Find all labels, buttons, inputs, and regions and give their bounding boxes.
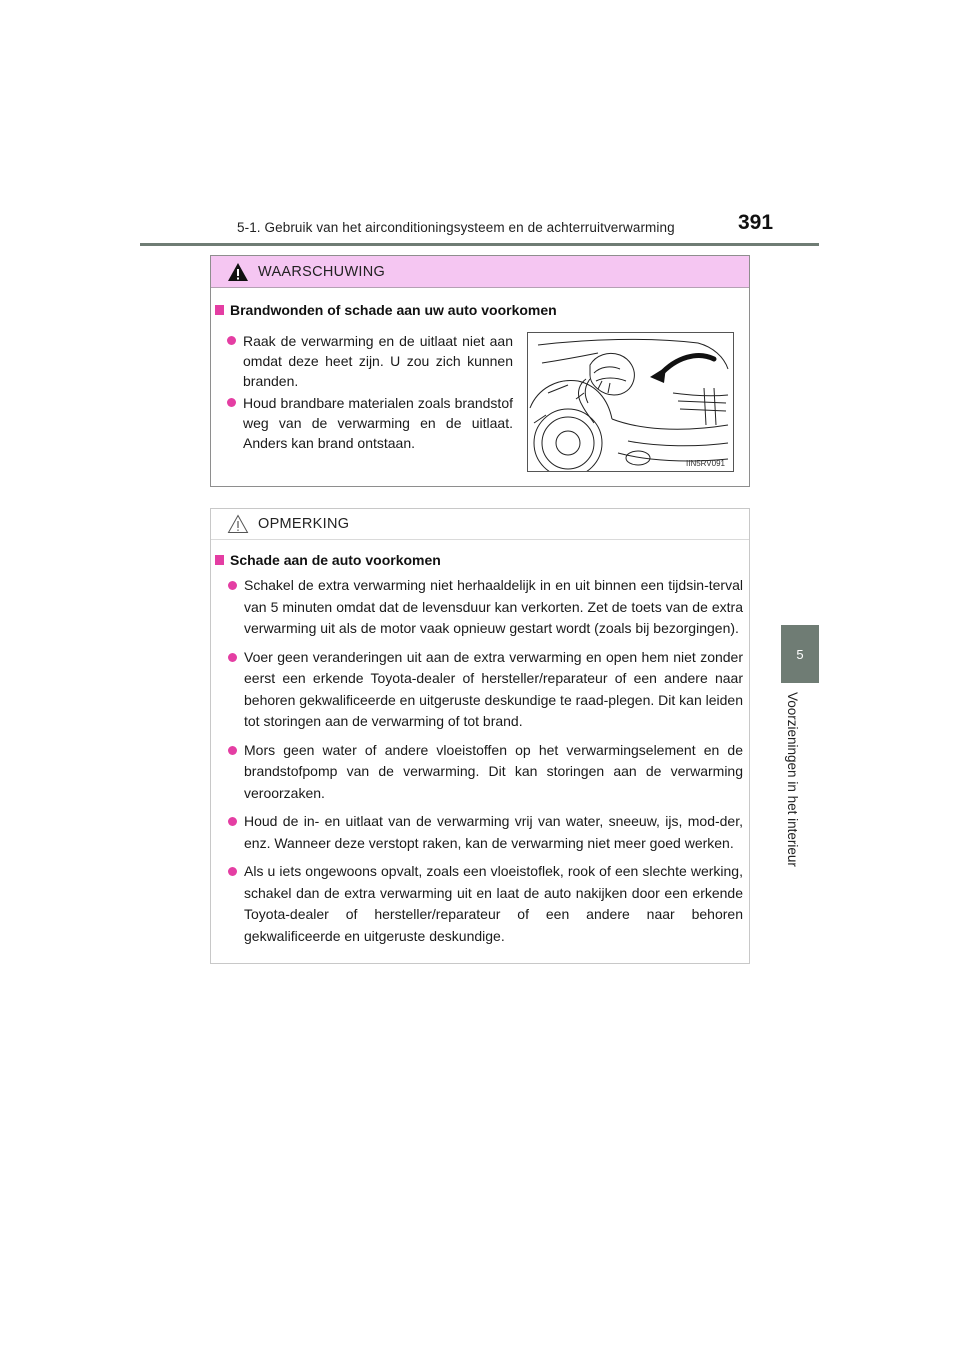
warning-title: WAARSCHUWING xyxy=(258,263,386,280)
bullet-dot-icon xyxy=(227,336,236,345)
note-bullet-text: Mors geen water of andere vloeistoffen op het verwarmingselement en de brandstofpomp van de verwarming. Dit kan storingen aan de verwarming veroorzaken. xyxy=(244,741,743,801)
warning-box xyxy=(210,255,750,487)
note-section-title xyxy=(215,552,441,568)
car-heater-illustration xyxy=(527,332,734,472)
bullet-dot-icon xyxy=(228,817,237,826)
warning-bullet-text: Raak de verwarming en de uitlaat niet aan omdat deze heet zijn. U zou zich kunnen branden. xyxy=(243,333,513,389)
page-number: 391 xyxy=(738,211,774,234)
bullet-dot-icon xyxy=(228,746,237,755)
square-bullet-icon xyxy=(215,305,224,315)
illustration-code: IIN5RV091 xyxy=(686,459,725,468)
note-bullet-text: Als u iets ongewoons opvalt, zoals een vloeistoflek, rook of een slechte werking, schakel dan de extra verwarming uit en laat de auto nakijken door een erkende Toyota-dealer of hersteller/reparateur of een andere naar behoren gekwalificeerde en uitgeruste deskundige. xyxy=(244,863,743,944)
warning-bullet-2 xyxy=(227,393,513,453)
caution-triangle-icon xyxy=(227,514,249,534)
section-title: 5-1. Gebruik van het airconditioningsysteem en de achterruitverwarming xyxy=(237,220,675,235)
note-section-label: Schade aan de auto voorkomen xyxy=(230,552,441,568)
chapter-number: 5 xyxy=(796,646,804,662)
warning-triangle-icon xyxy=(227,262,249,282)
header-divider xyxy=(140,243,819,246)
note-bullet-2 xyxy=(228,647,743,733)
warning-section-title xyxy=(215,302,557,318)
square-bullet-icon xyxy=(215,555,224,565)
warning-bullet-text: Houd brandbare materialen zoals brandstof weg van de verwarming en de uitlaat. Anders kan brand ontstaan. xyxy=(243,395,513,451)
note-bullet-5 xyxy=(228,861,743,947)
car-front-drawing xyxy=(528,333,733,471)
note-bullet-text: Voer geen veranderingen uit aan de extra verwarming en open hem niet zonder eerst een erkende Toyota-dealer of hersteller/reparateur of een andere naar behoren gekwalificeerde en uitgeruste deskundige te raad-plegen. Dit kan leiden tot storingen aan de verwarming of tot brand. xyxy=(244,648,743,729)
note-bullet-list xyxy=(228,575,743,954)
warning-section-label: Brandwonden of schade aan uw auto voorkomen xyxy=(230,302,557,318)
bullet-dot-icon xyxy=(227,398,236,407)
note-bullet-text: Schakel de extra verwarming niet herhaaldelijk in en uit binnen een tijdsin-terval van 5 minuten omdat dat de levensduur kan verkorten. Zet de toets van de extra verwarming uit als de motor vaak opnieuw gestart wordt (zoals bij bezorgingen). xyxy=(244,577,743,636)
bullet-dot-icon xyxy=(228,867,237,876)
note-bullet-text: Houd de in- en uitlaat van de verwarming vrij van water, sneeuw, ijs, mod-der, enz. Wanneer deze verstopt raken, kan de verwarming niet meer goed werken. xyxy=(244,813,743,851)
note-title: OPMERKING xyxy=(258,516,350,532)
chapter-title: Voorzieningen in het interieur xyxy=(785,692,800,867)
note-box xyxy=(210,508,750,964)
warning-bullet-1 xyxy=(227,331,513,391)
warning-header xyxy=(211,256,749,288)
bullet-dot-icon xyxy=(228,653,237,662)
chapter-tab xyxy=(781,625,819,683)
note-header xyxy=(211,509,749,540)
note-bullet-4 xyxy=(228,811,743,854)
bullet-dot-icon xyxy=(228,581,237,590)
note-bullet-1 xyxy=(228,575,743,640)
note-bullet-3 xyxy=(228,740,743,805)
